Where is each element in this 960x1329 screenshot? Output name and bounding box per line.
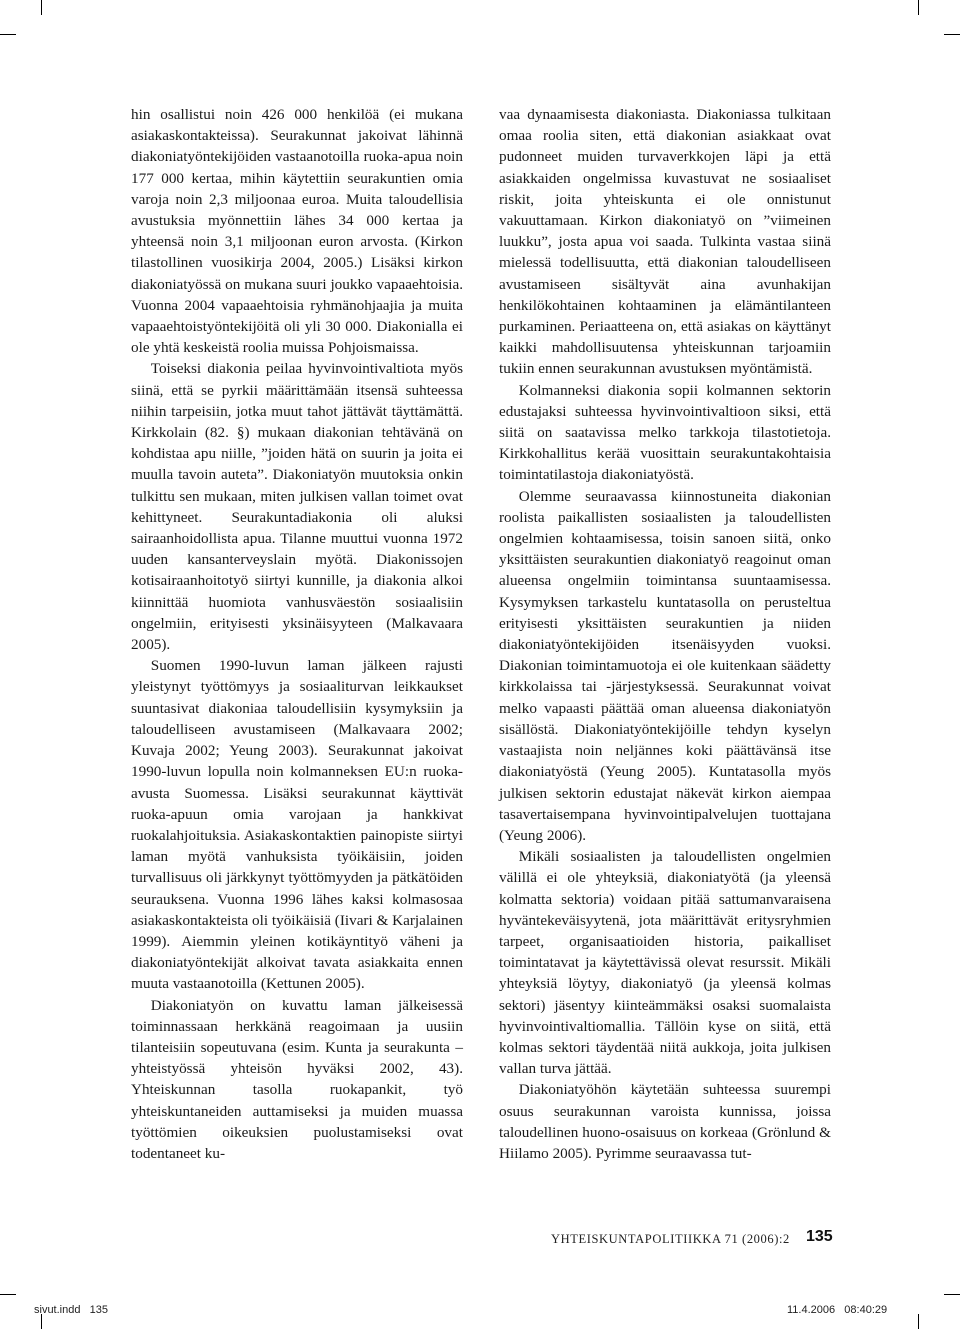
crop-mark — [918, 0, 919, 15]
paragraph: Diakoniatyön on kuvattu laman jälkeisessä toiminnassaan herkkänä reagoimaan ja uusiin tilanteisiin sopeutuvana (esim. Kunta ja seurakunta – yhteistyössä yhteisön hyväksi 2002, 43). Yhteiskunnan tasolla ruokapankit, työ yhteiskuntaneiden auttamiseksi ja muiden muassa työttömien oikeuksien puolustamiseksi ovat todentaneet ku- — [131, 996, 463, 1162]
print-slug-timestamp: 11.4.2006 08:40:29 — [787, 1304, 888, 1316]
crop-mark — [944, 34, 960, 35]
left-text-column — [131, 104, 463, 1164]
paragraph: Mikäli sosiaalisten ja taloudellisten ongelmien välillä ei ole yhteyksiä, diakoniatyötä (ja yleensä kolmatta sektoria) voidaan pitää sattumanvaraisena hyväntekeväisyytenä, jota määrittävät eritysryhmien tarpeet, organisaatioiden historia, paikalliset toimintatavat ja käytettävissä olevat resurssit. Mikäli yhteyksiä löytyy, diakoniatyö (ja yleensä kolmas sektori) jäsentyy kiinteämmäksi osaksi suomalaista hyvinvointivaltiomallia. Tällöin kyse on siitä, että kolmas sektori täydentää niitä aukkoja, joita julkisen vallan turva jättää. — [499, 848, 831, 1078]
paragraph: hin osallistui noin 426 000 henkilöä (ei mukana asiakaskontakteissa). Seurakunnat jakoivat lähinnä diakoniatyöntekijöiden vastaanotoilla ruoka-apua noin 177 000 kertaa, mihin käytettiin seurakuntien omia varoja noin 2,3 miljoonaa euroa. Muita taloudellisia avustuksia myönnettiin lähes 34 000 kertaa ja yhteensä noin 3,1 miljoonan euron arvosta. (Kirkon tilastollinen vuosikirja 2004, 2005.) Lisäksi kirkon diakoniatyössä on mukana suuri joukko vapaaehtoisia. Vuonna 2004 vapaaehtoisia ryhmänohjaajia ja muita vapaaehtoistyöntekijöitä oli yli 30 000. Diakonialla ei ole yhtä keskeistä roolia muissa Pohjoismaissa. — [131, 106, 463, 357]
paragraph: Kolmanneksi diakonia sopii kolmannen sektorin edustajaksi suhteessa hyvinvointivaltioon siksi, että siitä on saatavissa melko tarkkoja tilastotietoja. Kirkkohallitus kerää vuosittain seurakuntakohtaisia toimintatilastoja diakoniatyöstä. — [499, 381, 831, 484]
right-text-column — [499, 104, 831, 1164]
crop-mark — [944, 1294, 960, 1295]
paragraph: Olemme seuraavassa kiinnostuneita diakonian roolista paikallisten sosiaalisten ja taloudellisten ongelmien kohtaamisessa, toisin sanoen siitä, onko yksittäisten seurakuntien diakoniatyö reagoinut oman alueensa ongelmiin toimintansa suuntaamisessa. Kysymyksen tarkastelu kuntatasolla on perusteltua erityisesti yksittäisten seurakuntien ja niiden diakoniatyöntekijöiden itsenäisyyden vuoksi. Diakonian toimintamuotoja ei ole kuitenkaan säädetty kirkkolaissa tai -järjestyksessä. Seurakunnat voivat melko vapaasti päättää oman alueensa diakoniatyön sisällöstä. Diakoniatyöntekijöille tehdyn kyselyn vastaajista noin neljännes koki päättävänsä itse diakoniatyöstä (Yeung 2005). Kuntatasolla myös julkisen sektorin edustajat näkevät kirkon aiempaa tasavertaisempana hyvinvointipalvelujen tuottajana (Yeung 2006). — [499, 487, 831, 844]
journal-footer: YHTEISKUNTAPOLITIIKKA 71 (2006):2 — [551, 1232, 790, 1246]
crop-mark — [0, 34, 16, 35]
crop-mark — [41, 1314, 42, 1329]
paragraph: vaa dynaamisesta diakoniasta. Diakoniassa tulkitaan omaa roolia siten, että diakonian asiakkaat ovat pudonneet muiden turvaverkkojen läpi ja että asiakkaiden ongelmissa kuvastuvat ne sosiaaliset riskit, joita yhteiskunta ei ole onnistunut vakuuttamaan. Kirkon diakoniatyö on ”viimeinen luukku”, josta apua voi saada. Tulkinta vastaa siinä mielessä todellisuutta, että diakonian taloudelliseen avustamiseen sisältyvät aina avunhakijan henkilökohtainen kohtaaminen ja elämäntilanteen purkaminen. Periaatteena on, että asiakas on käyttänyt kaikki mahdollisuutensa yhteiskunnan tarjoamiin tukiin ennen seurakunnan avustuksen myöntämistä. — [499, 106, 831, 378]
paragraph: Suomen 1990-luvun laman jälkeen rajusti yleistynyt työttömyys ja sosiaaliturvan leikkaukset suuntasivat diakoniaa taloudellisiin kysymyksiin ja taloudelliseen avustamiseen (Malkavaara 2002; Kuvaja 2002; Yeung 2003). Seurakunnat jakoivat 1990-luvun lopulla noin kolmanneksen EU:n ruoka-avusta Suomessa. Lisäksi seurakunnat käyttivät ruoka-apuun omia varojaan ja hankkivat ruokalahjoituksia. Asiakaskontaktien painopiste siirtyi laman myötä vanhuksista työikäisiin, joiden turvallisuus oli järkkynyt työttömyyden ja pätkätöiden seurauksena. Vuonna 1996 lähes kaksi kolmasosaa asiakaskontakteista oli työikäisiä (Iivari & Karjalainen 1999). Aiemmin yleinen kotikäyntityö väheni ja diakoniatyöntekijät alkoivat tavata asiakkaita ennen muuta vastaanotoilla (Kettunen 2005). — [131, 657, 463, 993]
crop-mark — [918, 1314, 919, 1329]
paragraph: Toiseksi diakonia peilaa hyvinvointivaltiota myös siinä, että se pyrkii määrittämään itsensä suhteessa niihin tarpeisiin, jotka muut tahot jättävät täyttämättä. Kirkkolain (82. §) mukaan diakonian tehtävänä on kohdistaa apu niille, ”joiden hätä on suurin ja joita ei muulla tavoin auteta”. Diakoniatyön muutoksia onkin tulkittu sen mukaan, miten julkisen vallan toimet ovat kehittyneet. Seurakuntadiakonia oli aluksi sairaanhoidollista apua. Tilanne muuttui vuonna 1972 uuden kansanterveyslain myötä. Diakonissojen kotisairaanhoitotyö siirtyi kunnille, ja diakonia alkoi kiinnittää huomiota vanhusväestön sosiaalisiin ongelmiin, erityisesti yksinäisyyteen (Malkavaara 2005). — [131, 360, 463, 654]
crop-mark — [0, 1294, 16, 1295]
paragraph: Diakoniatyöhön käytetään suhteessa suurempi osuus seurakunnan varoista kunnissa, joissa taloudellinen huono-osaisuus on korkeaa (Grönlund & Hiilamo 2005). Pyrimme seuraavassa tut- — [499, 1081, 831, 1162]
crop-mark — [41, 0, 42, 15]
page-number: 135 — [806, 1228, 833, 1245]
print-slug-file: sivut.indd 135 — [34, 1304, 108, 1316]
